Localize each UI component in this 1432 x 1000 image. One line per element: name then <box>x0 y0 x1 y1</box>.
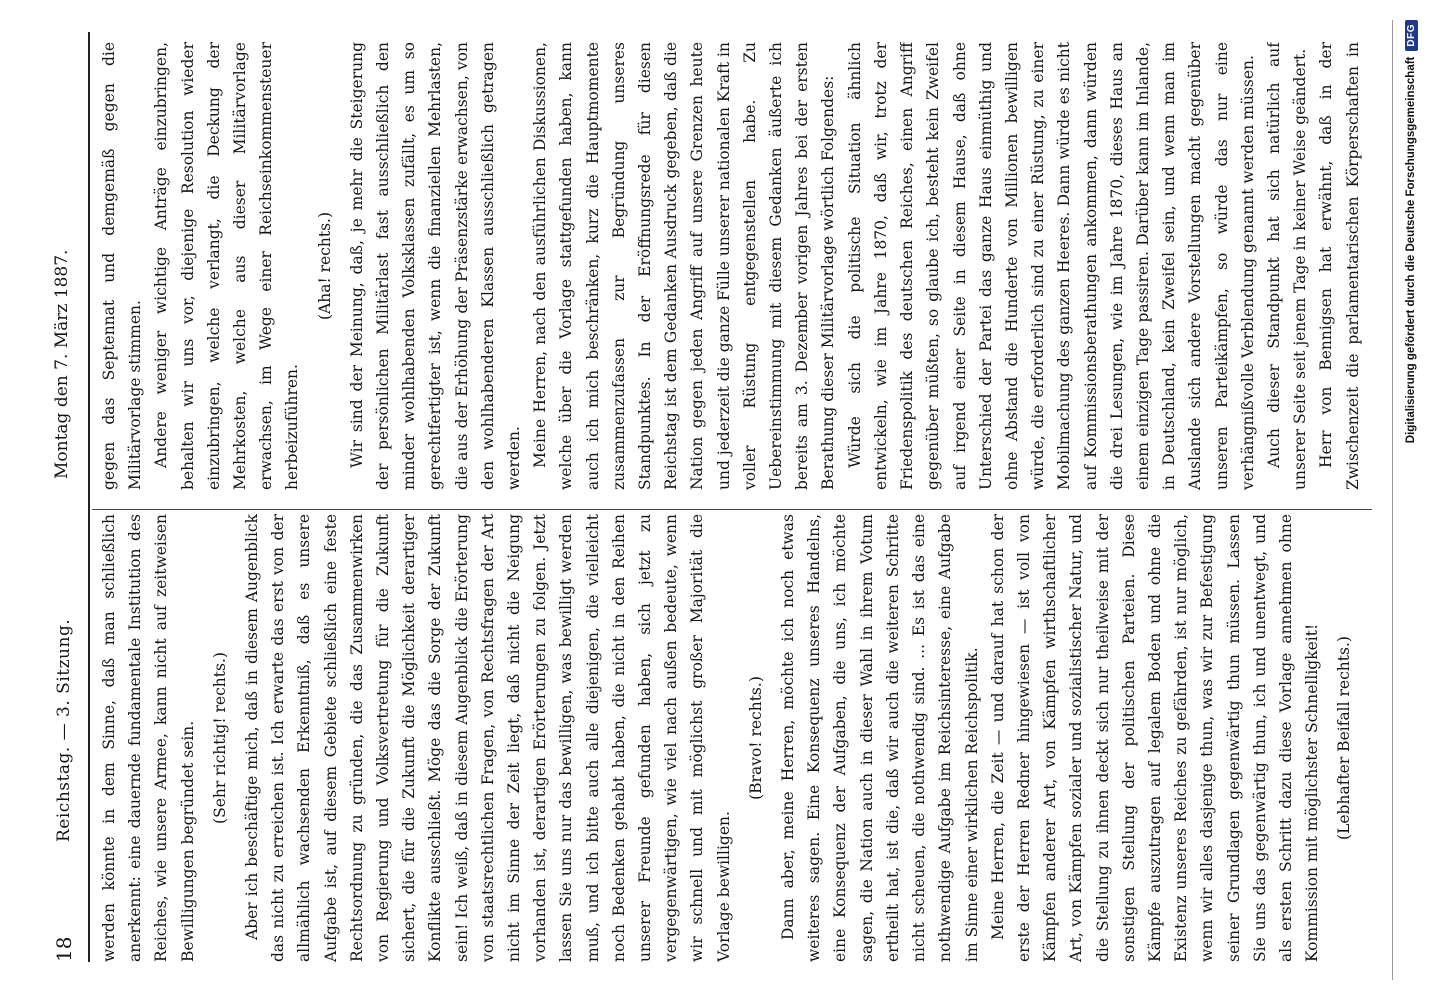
applause-note: (Aha! rechts.) <box>315 211 334 321</box>
body-paragraph: Meine Herren, nach den ausführlichen Diskussionen, welche über die Vorlage stattgefunden haben, kann auch ich mich beschränken, kurz die Hauptmomente zusammenzufassen zur Begründung unseres Standpunktes. In der Eröffnungsrede für diesen Reichstag ist dem Gedanken Ausdruck gegeben, daß die Nation gegen jeden Angriff auf unsere Grenzen heute und jederzeit die ganze Fülle unserer nationalen Kraft in voller Rüstung entgegenstellen habe. Zu Uebereinstimmung mit diesem Gedanken äußerte ich bereits am 3. Dezember vorigen Jahres bei der ersten Berathung dieser Militärvorlage wörtlich Folgendes: <box>531 42 838 490</box>
footer-rule <box>1392 20 1393 980</box>
speaker-paragraph <box>1364 514 1366 962</box>
applause-note: (Sehr richtig! rechts.) <box>210 652 229 824</box>
body-paragraph: Würde sich die politische Situation ähnlich entwickeln, wie im Jahre 1870, daß wir, trotz der Friedenspolitik des deutschen Reiches, einen Angriff gegenüber müßten, so glaube ich, besteht kein Zweifel auf irgend einer Seite in diesem Hause, daß ohne Unterschied der Partei das ganze Haus einmüthig und ohne Abstand die Hunderte von Millionen bewilligen würde, die erforderlich sind zu einer Rüstung, zu einer Mobilmachung des ganzen Heeres. Dann würde es nicht auf Kommissionsberathungen ankommen, dann würden die drei Lesungen, wie im Jahre 1870, dieses Haus an einem einzigen Tage passiren. Darüber kann im Inlande, in Deutschland, kein Zweifel sein, und wenn man im Auslande sich andere Vorstellungen macht gegenüber unseren Parteikämpfen, so würde das nur eine verhängnißvolle Verblendung genannt werden müssen. <box>845 42 1257 490</box>
body-paragraph: gegen das Septennat und demgemäß gegen die Militärvorlage stimmen. <box>100 42 145 490</box>
applause-note: (Bravo! rechts.) <box>746 676 765 800</box>
header-rule <box>88 32 90 962</box>
dfg-logo: DFG <box>1405 20 1418 51</box>
session-date: Montag den 7. März 1887. <box>52 249 72 479</box>
body-paragraph: Meine Herren, die Zeit — und darauf hat schon der erste der Herren Redner hingewiesen — ist voll von Kämpfen anderer Art, von Kämpfen wirthschaftlicher Art, von Kämpfen sozialer und sozialistischer Natur, und die Stellung zu ihnen deckt sich nur theilweise mit der sonstigen Stellung der politischen Parteien. Diese Kämpfe auszutragen auf legalem Boden und ohne die Existenz unseres Reiches zu gefährden, ist nur möglich, wenn wir alles dasjenige thun, was wir zur Befestigung seiner Grundlagen gegenwärtig thun müssen. Lassen Sie uns das gegenwärtig thun, ich und unentwegt, und als ersten Schritt dazu diese Vorlage annehmen ohne Kommission mit möglichster Schnelligkeit! <box>988 514 1322 962</box>
body-paragraph: Aber ich beschäftige mich, daß in diesem Augenblick das nicht zu erreichen ist. Ich erwarte das erst von der allmählich wachsenden Erkenntniß, daß es unsere Aufgabe ist, auf diesem Gebiete schließlich eine feste Rechtsordnung zu gründen, die das Zusammenwirken von Regierung und Volksvertretung für die Zukunft sichert, die für die Zukunft die Möglichkeit derartiger Konflikte ausschließt. Möge das die Sorge der Zukunft sein! Ich weiß, daß in diesem Augenblick die Erörterung von staatsrechtlichen Fragen, von Rechtsfragen der Art nicht im Sinne der Zeit liegt, daß nicht die Neigung vorhanden ist, derartigen Erörterungen zu folgen. Jetzt lassen Sie uns nur das bewilligen, was bewilligt werden muß, und ich bitte auch alle diejenigen, die vielleicht noch Bedenken gehabt haben, die nicht in den Reihen unserer Freunde gefunden haben, sich jetzt zu vergegenwärtigen, wie viel nach außen bedeute, wenn wir schnell und mit möglichst großer Majorität die Vorlage bewilligen. <box>243 514 733 962</box>
body-paragraph: werden könnte in dem Sinne, daß man schließlich anerkennt: eine dauernde fundamentale Institution des Reiches, wie unsere Armee, kann nicht auf zeitweisen Bewilligungen begründet sein. <box>100 514 197 962</box>
column-divider <box>92 509 1372 510</box>
body-paragraph: Andere weniger wichtige Anträge einzubringen, behalten wir uns vor, diejenige Resolution wieder einzubringen, welche verlangt, die Deckung der Mehrkosten, welche aus dieser Militärvorlage erwachsen, im Wege einer Reichseinkommensteuer herbeizuführen. <box>152 42 302 490</box>
body-paragraph: Auch dieser Standpunkt hat sich natürlich auf unserer Seite seit jenem Tage in keiner Weise geändert. <box>1264 42 1310 490</box>
running-title: Reichstag. — 3. Sitzung. <box>54 618 74 842</box>
digitization-credit <box>1396 20 1426 980</box>
right-column <box>96 42 1366 490</box>
credit-text: Digitalisierung gefördert durch die Deutsche Forschungsgemeinschaft <box>1405 56 1417 444</box>
body-paragraph: Dann aber, meine Herren, möchte ich noch etwas weiteres sagen. Eine Konsequenz unseres Handelns, eine Konsequenz der Aufgaben, die uns, ich möchte sagen, die Nation auch in dieser Wahl in ihrem Votum ertheilt hat, ist die, daß wir auch die weiteren Schritte nicht scheuen, die nothwendig sind. ... Es ist das eine nothwendige Aufgabe im Reichsinteresse, eine Aufgabe im Sinne einer wirklichen Reichspolitik. <box>779 514 981 962</box>
applause-note: (Lebhafter Beifall rechts.) <box>1335 636 1354 840</box>
body-paragraph: Wir sind der Meinung, daß, je mehr die Steigerung der persönlichen Militärlast fast ausschließlich den minder wohlhabenden Volksklassen zufällt, es um so gerechtfertigter ist, wenn die finanziellen Mehrlasten, die aus der Erhöhung der Präsenzstärke erwachsen, von den wohlhabenderen Klassen ausschließlich getragen werden. <box>347 42 524 490</box>
body-paragraph: Herr von Bennigsen hat erwähnt, daß in der Zwischenzeit die parlamentarischen Körperschaften in <box>1317 42 1362 490</box>
page-header <box>44 32 84 962</box>
page-number: 18 <box>52 936 76 962</box>
left-column <box>96 514 1366 962</box>
